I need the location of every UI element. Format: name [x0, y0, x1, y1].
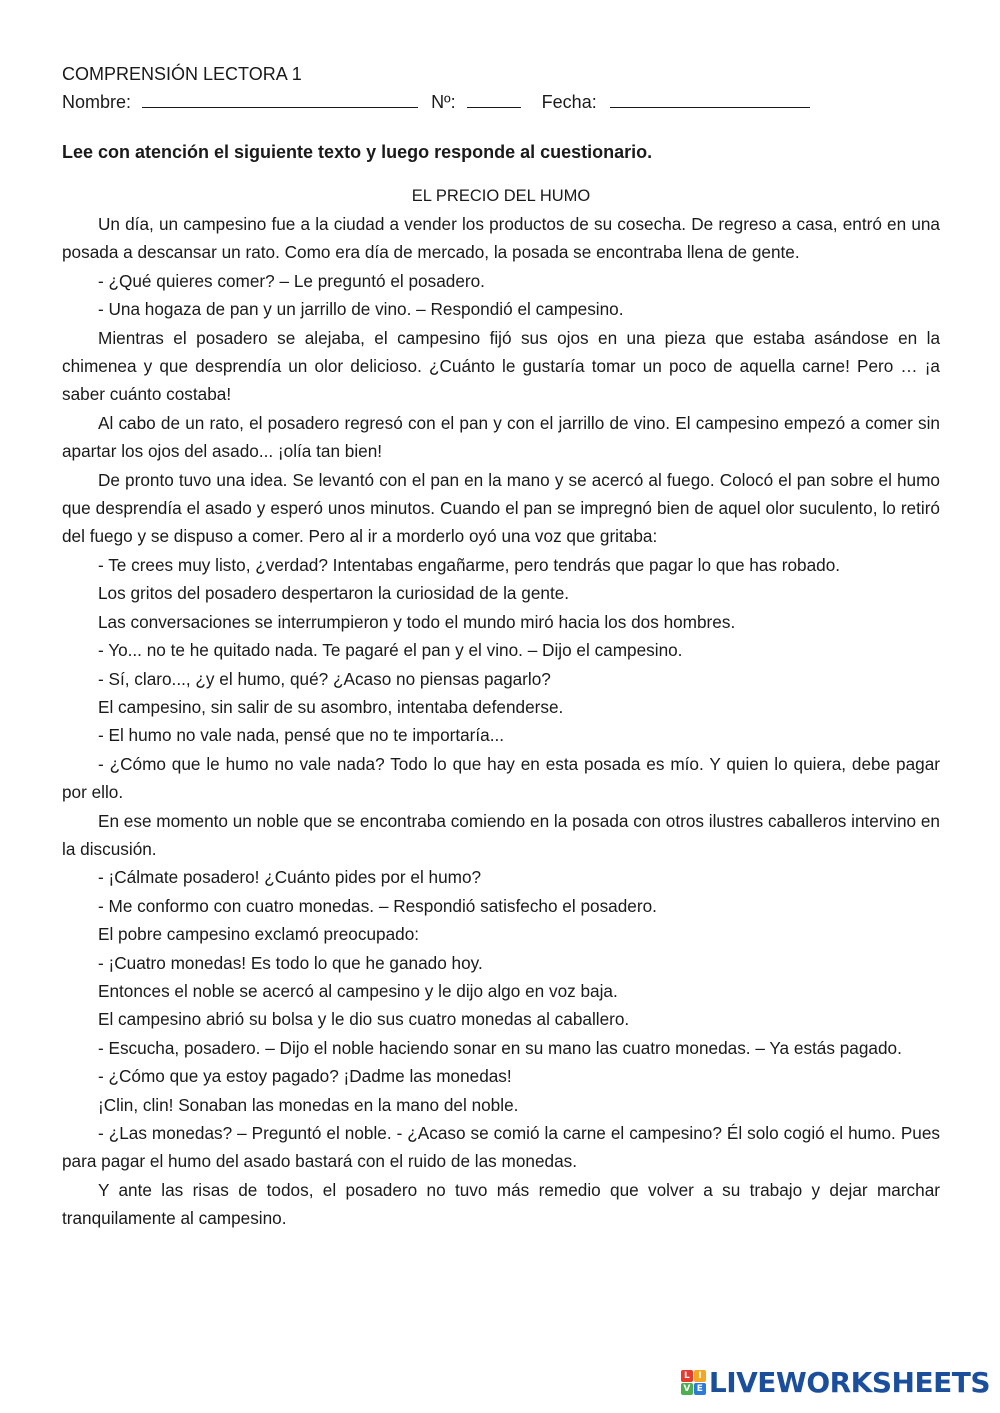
name-field[interactable] — [142, 91, 418, 108]
story-paragraph: Y ante las risas de todos, el posadero no tuvo más remedio que volver a su trabajo y dejar marchar tranquilamente al campesino. — [62, 1179, 940, 1229]
story-paragraph: - Me conformo con cuatro monedas. – Respondió satisfecho el posadero. — [98, 895, 657, 916]
logo-mark-icon — [681, 1370, 706, 1395]
story-paragraph: - Una hogaza de pan y un jarrillo de vino. – Respondió el campesino. — [98, 299, 624, 320]
story-paragraph: ¡Clin, clin! Sonaban las monedas en la mano del noble. — [98, 1094, 519, 1115]
story-paragraph: El campesino abrió su bolsa y le dio sus cuatro monedas al caballero. — [98, 1009, 630, 1030]
story-paragraph: - Te crees muy listo, ¿verdad? Intentabas engañarme, pero tendrás que pagar lo que has robado. — [98, 554, 841, 575]
story-paragraph: El pobre campesino exclamó preocupado: — [98, 924, 420, 945]
logo-letter: L — [681, 1370, 693, 1382]
name-label: Nombre: — [62, 92, 132, 112]
logo-letter: I — [694, 1370, 706, 1382]
story-paragraph: Al cabo de un rato, el posadero regresó con el pan y con el jarrillo de vino. El campesino empezó a comer sin apartar los ojos del asado... ¡olía tan bien! — [62, 412, 940, 462]
story-paragraph: - Yo... no te he quitado nada. Te pagaré el pan y el vino. – Dijo el campesino. — [98, 640, 683, 661]
number-label: Nº: — [431, 92, 456, 112]
worksheet — [62, 60, 940, 1233]
story-paragraph: - Sí, claro..., ¿y el humo, qué? ¿Acaso no piensas pagarlo? — [98, 668, 551, 689]
story-paragraph: - ¿Cómo que ya estoy pagado? ¡Dadme las monedas! — [98, 1066, 512, 1087]
story-paragraph: - ¿Qué quieres comer? – Le preguntó el posadero. — [98, 270, 485, 291]
story-paragraph: Un día, un campesino fue a la ciudad a vender los productos de su cosecha. De regreso a casa, entró en una posada a descansar un rato. Como era día de mercado, la posada se encontraba llena de gente. — [62, 214, 940, 263]
date-field[interactable] — [610, 91, 810, 108]
story-paragraph: - ¡Cuatro monedas! Es todo lo que he ganado hoy. — [98, 952, 483, 973]
story-paragraph: En ese momento un noble que se encontraba comiendo en la posada con otros ilustres caballeros intervino en la discusión. — [62, 810, 940, 859]
date-label: Fecha: — [541, 92, 597, 112]
logo-letter: V — [681, 1383, 693, 1395]
story-paragraph: De pronto tuvo una idea. Se levantó con el pan en la mano y se acercó al fuego. Colocó el pan sobre el humo que desprendía el asado y esperó unos minutos. Cuando el pan se impregnó bien de aquel olor suculento, lo retiró del fuego y se dispuso a comer. Pero al ir a morderlo oyó una voz que gritaba: — [62, 469, 940, 547]
logo-letter: E — [694, 1383, 706, 1395]
story-paragraph: Entonces el noble se acercó al campesino y le dijo algo en voz baja. — [98, 980, 618, 1001]
story-paragraph: - ¡Cálmate posadero! ¿Cuánto pides por el humo? — [98, 867, 482, 888]
story-paragraph: Mientras el posadero se alejaba, el campesino fijó sus ojos en una pieza que estaba asándose en la chimenea y que desprendía un olor delicioso. ¿Cuánto le gustaría tomar un poco de aquella carne! Pero … ¡a saber cuánto costaba! — [62, 327, 940, 405]
instructions: Lee con atención el siguiente texto y luego responde al cuestionario. — [62, 142, 653, 162]
story-paragraph: Los gritos del posadero despertaron la curiosidad de la gente. — [98, 583, 570, 604]
story-paragraph: El campesino, sin salir de su asombro, intentaba defenderse. — [98, 696, 564, 717]
worksheet-title: COMPRENSIÓN LECTORA 1 — [62, 64, 302, 84]
story-paragraph: - ¿Cómo que le humo no vale nada? Todo lo que hay en esta posada es mío. Y quien lo quiera, debe pagar por ello. — [62, 753, 940, 803]
logo-text: LIVEWORKSHEETS — [708, 1366, 990, 1399]
header — [62, 60, 940, 116]
liveworksheets-logo[interactable] — [681, 1366, 990, 1399]
story-title: EL PRECIO DEL HUMO — [411, 187, 591, 205]
number-field[interactable] — [467, 91, 521, 108]
student-info-line — [62, 88, 940, 116]
story-paragraph: - ¿Las monedas? – Preguntó el noble. - ¿Acaso se comió la carne el campesino? Él solo cogió el humo. Pues para pagar el humo del asado bastará con el ruido de las monedas. — [62, 1123, 940, 1172]
story-paragraph: - El humo no vale nada, pensé que no te importaría... — [98, 725, 505, 746]
story-text — [62, 210, 940, 1233]
story-paragraph: Las conversaciones se interrumpieron y todo el mundo miró hacia los dos hombres. — [98, 611, 736, 632]
story-paragraph: - Escucha, posadero. – Dijo el noble haciendo sonar en su mano las cuatro monedas. – Ya estás pagado. — [98, 1037, 902, 1058]
